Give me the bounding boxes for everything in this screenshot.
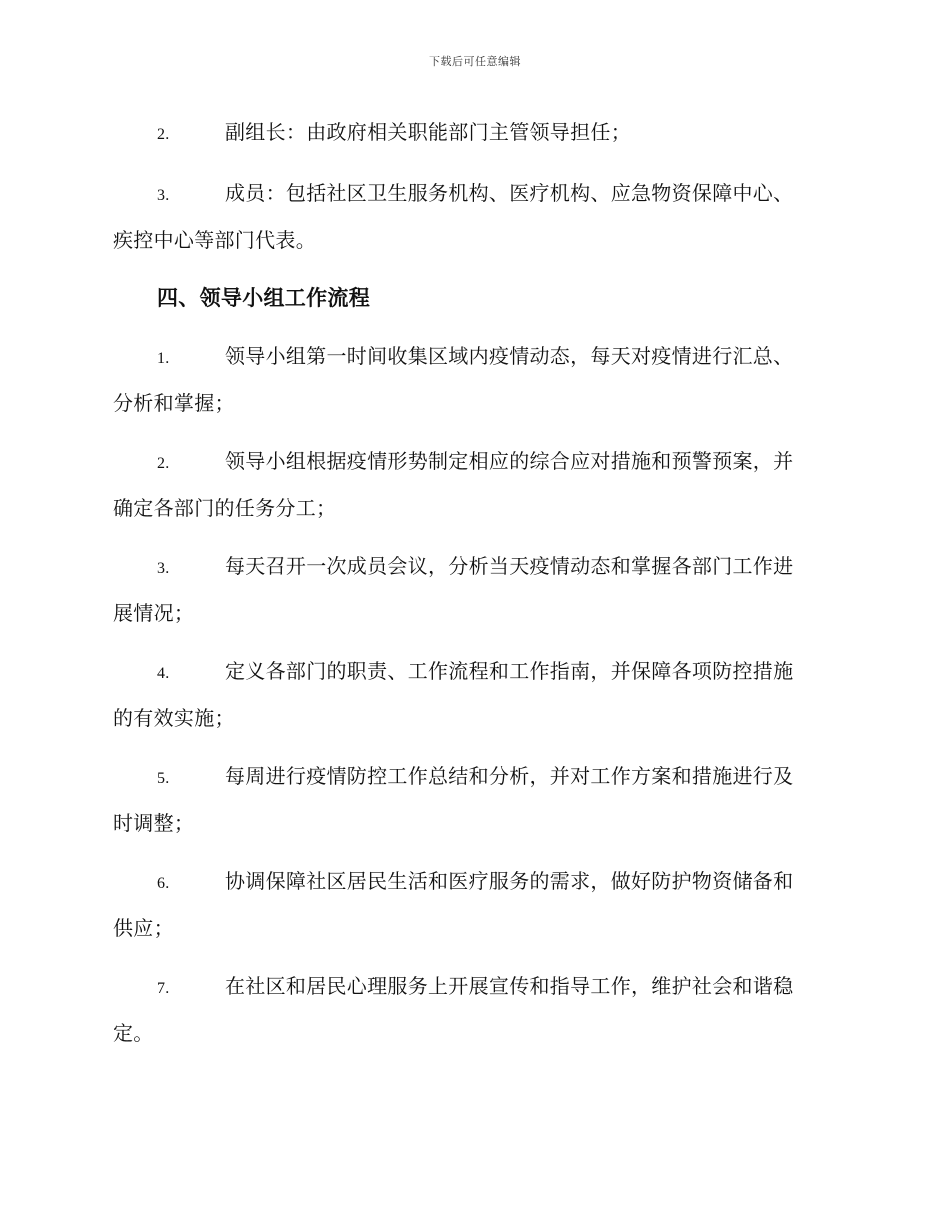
list-item-number: 5. [157,770,170,787]
list-item-text: 每天召开一次成员会议，分析当天疫情动态和掌握各部门工作进 [225,554,794,578]
list-item-number: 3. [157,187,170,204]
list-item-step-1 [113,334,835,425]
list-item-text: 副组长：由政府相关职能部门主管领导担任； [225,120,631,144]
list-item-text-continued: 分析和掌握； [113,391,235,415]
list-item-number: 2. [157,455,170,472]
list-item-deputy-leader [113,110,835,157]
list-item-number: 2. [157,126,170,143]
list-item-number: 7. [157,980,170,997]
list-item-step-6 [113,859,835,950]
list-item-text-continued: 疾控中心等部门代表。 [113,228,316,252]
list-item-step-4 [113,649,835,740]
list-item-text-continued: 定。 [113,1021,154,1045]
list-item-number: 4. [157,665,170,682]
list-item-number: 1. [157,350,170,367]
list-item-step-2 [113,439,835,530]
list-item-text: 在社区和居民心理服务上开展宣传和指导工作，维护社会和谐稳 [225,974,794,998]
list-item-step-3 [113,544,835,635]
list-item-text-continued: 时调整； [113,811,195,835]
list-item-text: 领导小组第一时间收集区域内疫情动态，每天对疫情进行汇总、 [225,344,794,368]
list-item-members [113,171,835,262]
document-body [113,110,835,1069]
list-item-text: 定义各部门的职责、工作流程和工作指南，并保障各项防控措施 [225,659,794,683]
list-item-text-continued: 供应； [113,916,174,940]
list-item-number: 6. [157,875,170,892]
list-item-step-5 [113,754,835,845]
list-item-text-continued: 的有效实施； [113,706,235,730]
list-item-text-continued: 展情况； [113,601,195,625]
section-heading: 四、领导小组工作流程 [157,286,370,310]
list-item-text: 成员：包括社区卫生服务机构、医疗机构、应急物资保障中心、 [225,181,794,205]
list-item-step-7 [113,964,835,1055]
list-item-text: 领导小组根据疫情形势制定相应的综合应对措施和预警预案，并 [225,449,794,473]
list-item-text: 每周进行疫情防控工作总结和分析，并对工作方案和措施进行及 [225,764,794,788]
list-item-text: 协调保障社区居民生活和医疗服务的需求，做好防护物资储备和 [225,869,794,893]
list-item-number: 3. [157,560,170,577]
list-item-text-continued: 确定各部门的任务分工； [113,496,337,520]
page-header: 下载后可任意编辑 [429,55,521,68]
